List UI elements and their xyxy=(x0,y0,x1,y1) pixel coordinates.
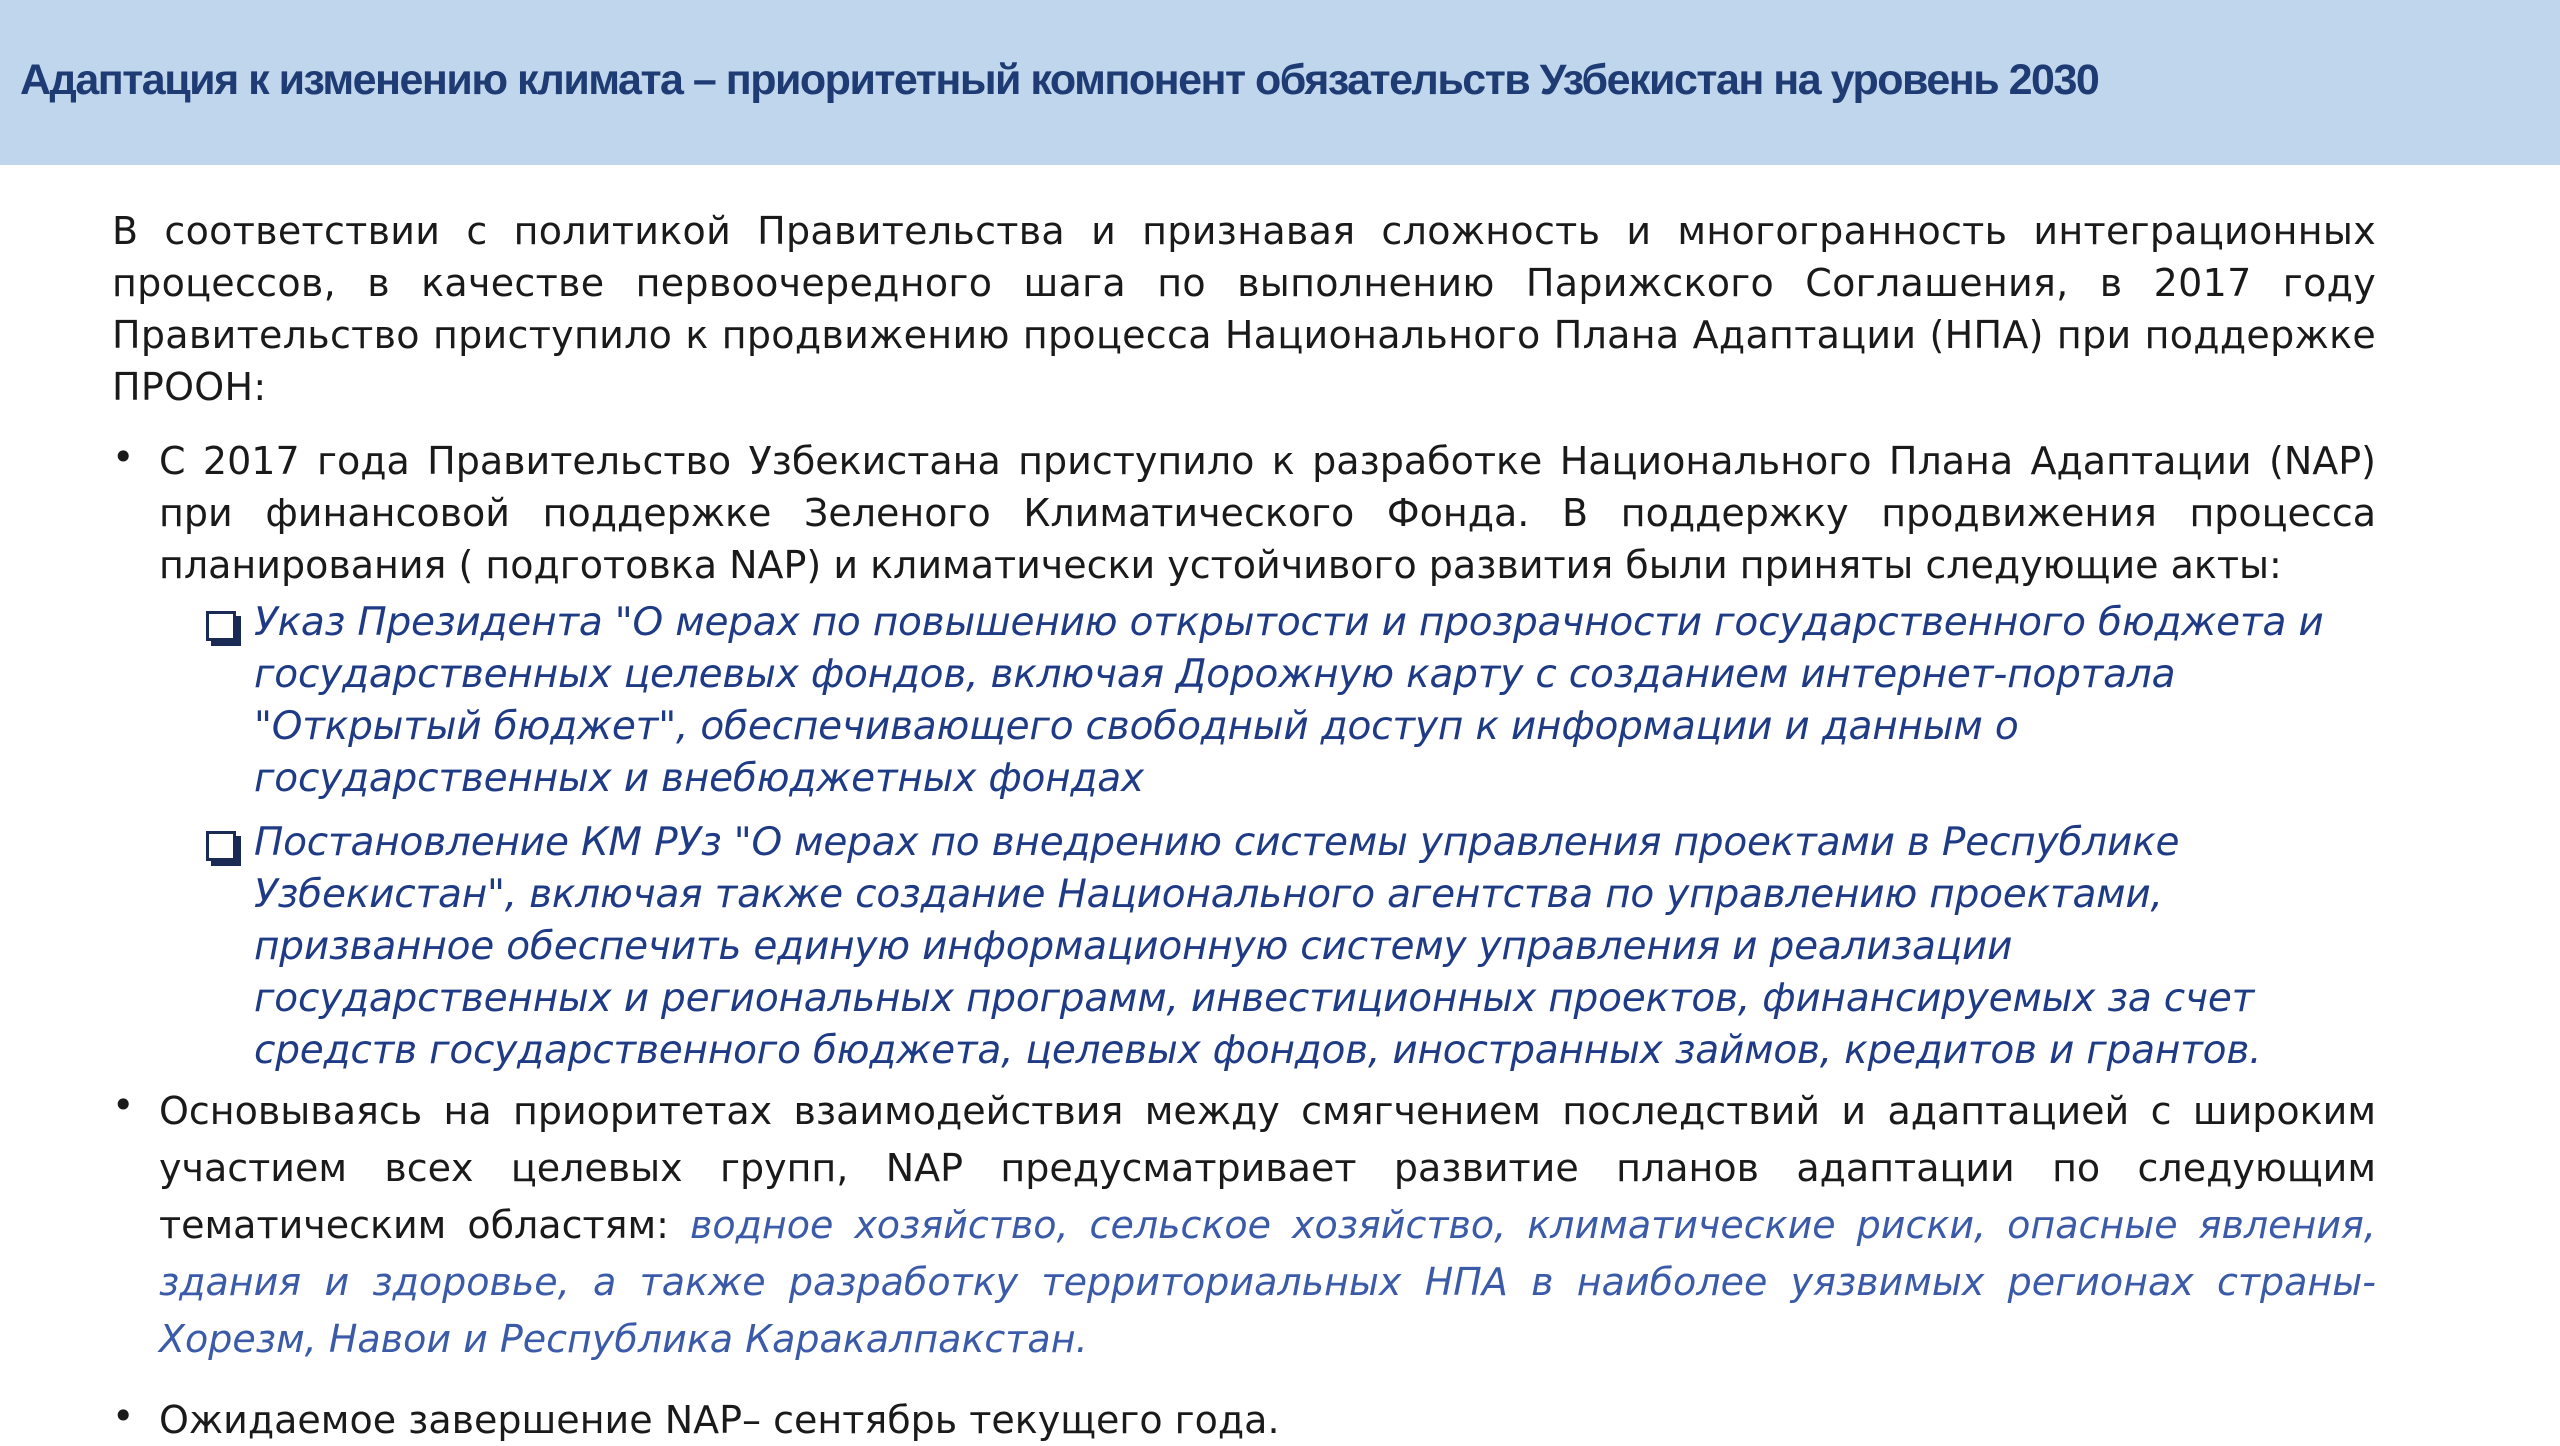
bullet-dot-icon: • xyxy=(112,1083,135,1127)
bullet-item-expected-completion xyxy=(112,1394,2376,1446)
thematic-areas-text: водное хозяйство, сельское хозяйство, климатические риски, опасные явления, здания и здоровье, а также разработку территориальных НПА в наиболее уязвимых регионах страны-Хорезм, Навои и Республика Каракалпакстан. xyxy=(159,1203,2376,1361)
checkbox-square-icon xyxy=(206,831,236,861)
bullet-dot-icon: • xyxy=(112,435,135,479)
bullet-dot-icon: • xyxy=(112,1394,135,1438)
acts-list xyxy=(159,597,2376,1077)
bullet-item-nap-development xyxy=(112,435,2376,1077)
slide-content xyxy=(112,205,2376,1446)
act-text: Постановление КМ РУз "О мерах по внедрению системы управления проектами в Республике Узбекистан", включая также создание Национального агентства по управлению проектами, призванное обеспечить единую информационную систему управления и реализации государственных и региональных программ, инвестиционных проектов, финансируемых за счет средств государственного бюджета, целевых фондов, иностранных займов, кредитов и грантов. xyxy=(254,820,2262,1073)
checkbox-square-icon xyxy=(206,611,236,641)
bullet-text-lead: Основываясь на приоритетах взаимодействия между смягчением последствий и адаптацией с широким участием всех целевых групп, NAP предусматривает развитие планов адаптации по следующим тематическим областям: xyxy=(159,1089,2376,1247)
act-item-cabinet-resolution xyxy=(206,817,2376,1077)
bullet-item-thematic-areas xyxy=(112,1083,2376,1368)
bullet-text: Ожидаемое завершение NAP– сентябрь текущего года. xyxy=(159,1398,1280,1442)
bullet-list xyxy=(112,435,2376,1446)
slide-title: Адаптация к изменению климата – приоритетный компонент обязательств Узбекистан на уровень 2030 xyxy=(20,56,2099,104)
bullet-text: С 2017 года Правительство Узбекистана приступило к разработке Национального Плана Адаптации (NAP) при финансовой поддержке Зеленого Климатического Фонда. В поддержку продвижения процесса планирования ( подготовка NAP) и климатически устойчивого развития были приняты следующие акты: xyxy=(159,439,2376,587)
act-text: Указ Президента "О мерах по повышению открытости и прозрачности государственного бюджета и государственных целевых фондов, включая Дорожную карту с созданием интернет-портала "Открытый бюджет", обеспечивающего свободный доступ к информации и данным о государственных и внебюджетных фондах xyxy=(254,600,2324,801)
intro-paragraph: В соответствии с политикой Правительства и признавая сложность и многогранность интеграционных процессов, в качестве первоочередного шага по выполнению Парижского Соглашения, в 2017 году Правительство приступило к продвижению процесса Национального Плана Адаптации (НПА) при поддержке ПРООН: xyxy=(112,209,2376,409)
bullet-text xyxy=(159,1083,2376,1368)
act-item-presidential-decree xyxy=(206,597,2376,805)
